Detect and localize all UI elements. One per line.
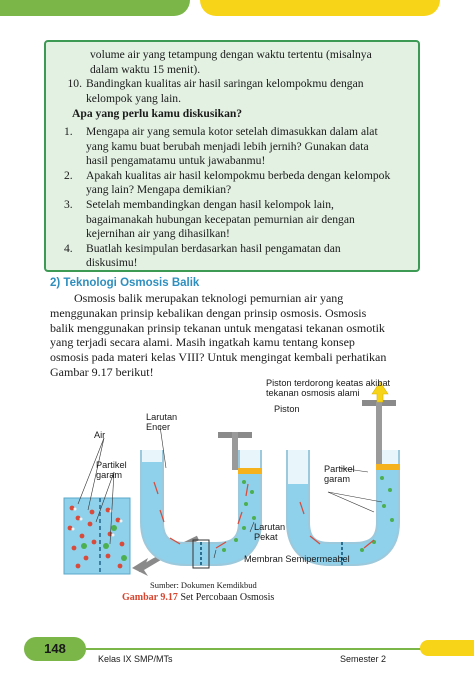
step-10 [58, 77, 406, 106]
question-4: 4. Buatlah kesimpulan berdasarkan hasil pengamatan dan diskusimu! [64, 241, 341, 270]
section-title: 2) Teknologi Osmosis Balik [50, 277, 200, 289]
discussion-heading: Apa yang perlu kamu diskusikan? [72, 107, 243, 121]
top-green-bar [0, 0, 190, 16]
label-partikel-garam-right-2: garam [324, 474, 351, 484]
label-air: Air [94, 430, 106, 440]
paragraph-line-1: Osmosis balik merupakan teknologi pemurnian air yang [74, 291, 344, 305]
label-larutan-encer-1: Larutan [146, 412, 178, 422]
section-paragraph [50, 291, 422, 380]
question-2: 2. Apakah kualitas air hasil kelompokmu berbeda dengan kelompok yang lain? Mengapa demikian? [64, 168, 391, 197]
step-9-continuation: volume air yang tetampung dengan waktu tertentu (misalnya [90, 48, 372, 61]
label-partikel-garam-left-2: garam [96, 470, 123, 480]
left-u-tube [142, 432, 262, 568]
label-larutan-pekat-1: Larutan [254, 522, 286, 532]
paragraph-line-6: Gambar 9.17 berikut! [50, 364, 154, 379]
paragraph-line-3: balik menggunakan prinsip tekanan untuk mengatasi tekanan osmotik [50, 320, 385, 335]
page-number: 148 [44, 641, 66, 656]
label-piston-pushed-1: Piston terdorong keatas akibat [266, 378, 391, 388]
paragraph-line-5: osmosis pada materi kelas VIII? Untuk mengingat kembali perhatikan [50, 350, 387, 365]
label-partikel-garam-right-1: Partikel [324, 464, 355, 474]
step-10-number: 10. [67, 77, 82, 91]
label-piston: Piston [274, 404, 300, 414]
figure-caption [122, 592, 274, 603]
question-1: 1. Mengapa air yang semula kotor setelah dimasukkan dalam alat yang kamu buat berubah menjadi lebih jernih? Gunakan data hasil pengamatamu untuk jawabanmu! [64, 124, 378, 168]
figure-caption-number: Gambar 9.17 [122, 592, 178, 603]
activity-box [44, 40, 420, 272]
footer-yellow-tab [420, 640, 474, 656]
label-larutan-encer-2: Encer [146, 422, 171, 432]
figure-source: Sumber: Dokumen Kemdikbud [150, 580, 257, 590]
paragraph-line-2: menggunakan prinsip kebalikan dengan prinsip osmosis. Osmosis [50, 305, 367, 320]
footer-book-title: Kelas IX SMP/MTs [98, 654, 173, 664]
osmosis-figure [48, 372, 428, 592]
footer-line [86, 648, 430, 650]
label-piston-pushed-2: tekanan osmosis alami [266, 388, 360, 398]
step-9-continuation-2: dalam waktu 15 menit). [90, 62, 201, 76]
label-larutan-pekat-2: Pekat [254, 532, 278, 542]
top-yellow-bar [200, 0, 440, 16]
step-10-line-1: Bandingkan kualitas air hasil saringan kelompokmu dengan [86, 77, 364, 91]
magnified-inset [64, 498, 130, 574]
question-3: 3. Setelah membandingkan dengan hasil kelompok lain, bagaimanakah hubungan kecepatan pemurnian air dengan kejernihan air yang dihasilkan! [64, 197, 355, 241]
top-decoration [0, 0, 474, 22]
footer-semester: Semester 2 [340, 654, 387, 664]
figure-caption-text: Set Percobaan Osmosis [177, 592, 275, 603]
label-partikel-garam-left-1: Partikel [96, 460, 127, 470]
label-membran: Membran Semipermeabel [244, 554, 350, 564]
paragraph-line-4: yang terjadi secara alami. Masih ingatkah kamu tentang konsep [50, 335, 355, 350]
step-10-line-2: kelompok yang lain. [86, 91, 181, 105]
